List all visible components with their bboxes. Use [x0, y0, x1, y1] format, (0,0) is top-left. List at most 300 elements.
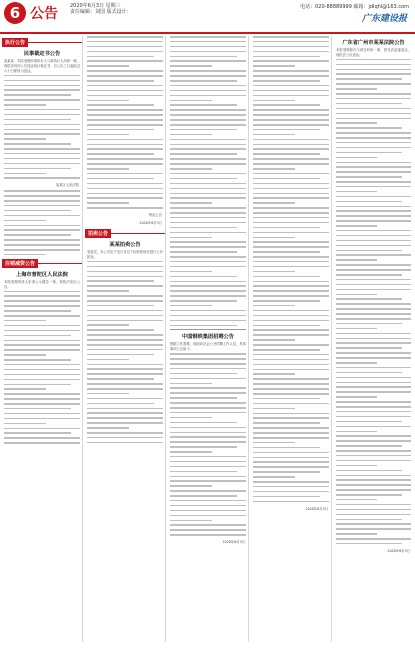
section-tag: 注销减资公告 — [2, 259, 38, 268]
text-line — [170, 227, 237, 229]
text-line — [170, 193, 246, 195]
text-line — [336, 254, 411, 256]
text-line — [4, 168, 71, 170]
text-line — [4, 315, 80, 317]
text-line — [253, 408, 295, 410]
text-line — [336, 147, 411, 149]
text-line — [4, 104, 46, 106]
text-line — [87, 315, 163, 317]
text-line — [336, 171, 411, 173]
text-line — [336, 523, 411, 525]
text-line — [253, 447, 320, 449]
text-line — [4, 325, 80, 327]
text-line — [87, 373, 163, 375]
text-line — [87, 344, 163, 346]
text-line — [87, 427, 129, 429]
text-line — [4, 374, 80, 376]
text-line — [336, 274, 402, 276]
text-line — [336, 230, 411, 232]
text-line — [170, 65, 212, 67]
text-line — [253, 481, 329, 483]
text-line — [336, 445, 402, 447]
text-line — [336, 533, 377, 535]
text-line — [87, 368, 163, 370]
notice-text-lines — [4, 75, 80, 179]
text-line — [87, 432, 163, 434]
text-line — [253, 476, 295, 478]
text-line — [170, 217, 246, 219]
text-line — [170, 266, 246, 268]
text-line — [253, 60, 329, 62]
text-line — [4, 119, 71, 121]
notice-divider — [170, 329, 246, 330]
text-line — [336, 372, 402, 374]
text-line — [336, 259, 377, 261]
text-line — [336, 308, 411, 310]
text-line — [4, 349, 80, 351]
text-line — [253, 276, 320, 278]
text-line — [4, 330, 80, 332]
section-tag: 拍卖公告 — [85, 229, 111, 238]
text-line — [253, 290, 329, 292]
text-line — [253, 197, 329, 199]
text-line — [87, 271, 163, 273]
text-line — [253, 354, 329, 356]
text-line — [253, 427, 329, 429]
text-line — [336, 416, 411, 418]
text-line — [87, 36, 163, 38]
text-line — [170, 485, 212, 487]
text-line — [170, 300, 237, 302]
text-line — [87, 100, 129, 102]
text-line — [336, 391, 411, 393]
text-line — [253, 163, 329, 165]
text-line — [87, 295, 163, 297]
text-line — [87, 412, 163, 414]
text-line — [336, 514, 411, 516]
text-line — [253, 124, 329, 126]
editor-line: 责任编辑：刘国 版式设计： — [70, 9, 132, 15]
text-line — [253, 144, 329, 146]
text-line — [87, 51, 163, 53]
text-line — [4, 413, 80, 415]
text-line — [170, 75, 246, 77]
text-line — [4, 143, 71, 145]
text-line — [336, 338, 411, 340]
section-tag: 执行公告 — [2, 38, 28, 47]
text-line — [253, 178, 320, 180]
text-line — [4, 114, 80, 116]
text-line — [87, 359, 129, 361]
text-line — [336, 88, 377, 90]
text-line — [87, 442, 163, 444]
text-line — [4, 89, 80, 91]
text-line — [170, 139, 246, 141]
text-line — [253, 246, 329, 248]
notice-date: 2020年6月3日 — [387, 548, 410, 553]
text-line — [87, 266, 163, 268]
text-line — [336, 426, 411, 428]
text-line — [336, 108, 411, 110]
text-line — [87, 285, 163, 287]
text-line — [170, 392, 246, 394]
page-header — [0, 0, 415, 34]
text-line — [87, 80, 154, 82]
notice-paragraph: 本院受理原告与被告纠纷一案，因无法直接送达，现依法公告送达。 — [336, 48, 411, 57]
text-line — [253, 251, 320, 253]
text-line — [253, 65, 295, 67]
text-line — [336, 484, 411, 486]
text-line — [87, 305, 154, 307]
text-line — [4, 364, 80, 366]
text-line — [170, 46, 246, 48]
text-line — [253, 207, 329, 209]
text-line — [4, 195, 80, 197]
text-line — [87, 41, 163, 43]
notice-signature: 特此公告 — [148, 213, 162, 218]
text-line — [87, 349, 163, 351]
text-line — [336, 347, 402, 349]
text-line — [170, 285, 246, 287]
text-line — [336, 386, 411, 388]
text-line — [336, 431, 377, 433]
text-line — [87, 329, 154, 331]
text-line — [253, 109, 329, 111]
text-line — [336, 113, 411, 115]
text-line — [170, 163, 246, 165]
text-line — [336, 284, 411, 286]
text-line — [87, 109, 163, 111]
text-line — [4, 403, 80, 405]
notice-text-lines — [4, 190, 80, 255]
text-line — [170, 446, 237, 448]
text-line — [253, 95, 329, 97]
text-line — [87, 339, 163, 341]
text-line — [4, 205, 80, 207]
text-line — [253, 183, 329, 185]
text-line — [4, 354, 46, 356]
text-line — [336, 220, 411, 222]
text-line — [4, 249, 80, 251]
text-line — [253, 442, 295, 444]
text-line — [87, 114, 163, 116]
text-line — [4, 138, 46, 140]
text-line — [4, 305, 80, 307]
text-line — [170, 188, 246, 190]
text-line — [253, 85, 329, 87]
text-line — [170, 100, 212, 102]
text-line — [336, 538, 411, 540]
text-line — [170, 363, 246, 365]
text-line — [4, 190, 80, 192]
text-line — [87, 70, 163, 72]
text-line — [253, 315, 329, 317]
text-line — [170, 505, 246, 507]
column-2 — [85, 36, 166, 642]
text-line — [4, 80, 80, 82]
text-line — [336, 264, 411, 266]
text-line — [253, 148, 329, 150]
text-line — [170, 168, 212, 170]
text-line — [87, 202, 129, 204]
text-line — [170, 41, 246, 43]
text-line — [253, 188, 329, 190]
text-line — [170, 256, 246, 258]
text-line — [87, 197, 163, 199]
text-line — [253, 232, 329, 234]
text-line — [170, 320, 246, 322]
text-line — [170, 251, 237, 253]
text-line — [170, 402, 246, 404]
text-line — [87, 320, 163, 322]
text-line — [87, 188, 163, 190]
text-line — [170, 520, 212, 522]
text-line — [4, 320, 46, 322]
text-line — [87, 334, 163, 336]
text-line — [336, 122, 377, 124]
text-line — [170, 397, 237, 399]
text-line — [253, 46, 329, 48]
text-line — [253, 139, 329, 141]
text-line — [336, 225, 377, 227]
text-line — [87, 378, 154, 380]
text-line — [170, 290, 246, 292]
text-line — [87, 280, 154, 282]
text-line — [87, 158, 163, 160]
text-line — [253, 241, 329, 243]
text-line — [87, 290, 129, 292]
text-line — [170, 246, 246, 248]
notice-paragraph: 本院受理申请人申请公示催告一案，现依法发出公告。 — [4, 279, 80, 289]
text-line — [170, 212, 246, 214]
text-line — [170, 480, 246, 482]
text-line — [170, 104, 237, 106]
text-line — [253, 457, 329, 459]
text-line — [336, 367, 411, 369]
text-line — [253, 261, 329, 263]
page-number: 6 — [4, 2, 26, 24]
text-line — [253, 217, 329, 219]
text-line — [336, 455, 411, 457]
text-line — [4, 94, 71, 96]
text-line — [253, 501, 329, 503]
text-line — [4, 254, 46, 256]
text-line — [336, 245, 411, 247]
text-line — [170, 510, 246, 512]
text-line — [87, 207, 163, 209]
text-line — [253, 80, 320, 82]
text-line — [336, 499, 377, 501]
text-line — [336, 401, 411, 403]
text-line — [336, 382, 411, 384]
masthead-logo: 广东建设报 — [361, 14, 407, 24]
text-line — [253, 486, 329, 488]
text-line — [336, 103, 402, 105]
text-line — [253, 300, 320, 302]
text-line — [336, 157, 377, 159]
text-line — [170, 490, 246, 492]
text-line — [87, 417, 163, 419]
text-line — [336, 504, 411, 506]
notice-date: 2020年6月3日 — [305, 506, 328, 511]
text-line — [4, 340, 80, 342]
text-line — [253, 329, 329, 331]
text-line — [253, 349, 320, 351]
text-line — [4, 432, 71, 434]
text-line — [336, 181, 411, 183]
text-line — [170, 36, 246, 38]
text-line — [170, 129, 237, 131]
text-line — [4, 153, 80, 155]
text-line — [336, 294, 377, 296]
text-line — [87, 388, 163, 390]
text-line — [4, 442, 80, 444]
text-line — [336, 465, 377, 467]
text-line — [253, 320, 329, 322]
text-line — [170, 315, 246, 317]
notice-title: 广东省广州市某某法院公告 — [342, 40, 405, 46]
text-line — [253, 339, 295, 341]
text-line — [170, 427, 246, 429]
text-line — [336, 519, 402, 521]
text-line — [336, 132, 411, 134]
text-line — [253, 227, 320, 229]
text-line — [87, 178, 154, 180]
text-line — [4, 148, 80, 150]
text-line — [87, 129, 154, 131]
text-line — [336, 191, 377, 193]
text-line — [4, 210, 71, 212]
text-line — [170, 85, 246, 87]
column-1 — [2, 36, 83, 642]
contact-line: 电话：020-88889999 邮箱：jdlqhl@163.com — [300, 4, 409, 10]
section-tag-bar — [2, 38, 82, 47]
text-line — [4, 428, 80, 430]
text-line — [253, 202, 295, 204]
notice-title: 中国钢铁集团招聘公告 — [182, 334, 234, 341]
text-line — [336, 201, 402, 203]
text-line — [170, 261, 246, 263]
notice-title: 上海市普陀区人民法院 — [16, 271, 68, 278]
text-line — [4, 379, 80, 381]
text-line — [336, 303, 411, 305]
text-line — [336, 186, 411, 188]
text-line — [336, 494, 402, 496]
text-line — [253, 393, 329, 395]
text-line — [170, 529, 246, 531]
section-tag-bar — [2, 259, 82, 268]
text-line — [253, 310, 329, 312]
text-line — [253, 417, 329, 419]
text-line — [87, 354, 154, 356]
notice-paragraph: 某某某：本院受理申请执行人与被执行人纠纷一案，现依法向你公告送达执行裁定书，自公告之日起经过六十日即视为送达。 — [4, 59, 80, 73]
notice-text-lines — [170, 353, 246, 535]
text-line — [336, 323, 402, 325]
notice-title: 某某拍卖公告 — [109, 242, 141, 249]
text-line — [170, 441, 246, 443]
text-line — [336, 152, 402, 154]
text-line — [336, 362, 377, 364]
text-line — [170, 119, 246, 121]
text-line — [87, 139, 163, 141]
text-line — [253, 403, 329, 405]
text-line — [336, 235, 411, 237]
text-line — [87, 393, 129, 395]
text-line — [87, 65, 129, 67]
text-line — [170, 178, 237, 180]
text-line — [170, 271, 212, 273]
text-line — [336, 142, 411, 144]
text-line — [4, 244, 80, 246]
text-line — [4, 408, 71, 410]
text-line — [4, 229, 80, 231]
text-line — [253, 369, 329, 371]
text-line — [336, 328, 377, 330]
text-line — [336, 78, 402, 80]
text-line — [253, 471, 320, 473]
text-line — [4, 133, 80, 135]
text-line — [170, 202, 212, 204]
text-line — [4, 291, 80, 293]
text-line — [253, 56, 320, 58]
text-line — [87, 46, 163, 48]
text-line — [336, 59, 411, 61]
text-line — [170, 222, 246, 224]
text-line — [253, 114, 329, 116]
text-line — [253, 295, 329, 297]
text-line — [170, 173, 246, 175]
notice-paragraph: 根据工作需要，现面向社会公开招聘工作人员，具体事项公告如下。 — [170, 342, 246, 352]
text-line — [253, 134, 295, 136]
text-line — [336, 475, 411, 477]
text-line — [336, 250, 402, 252]
text-line — [253, 168, 295, 170]
notice-text-lines — [336, 59, 411, 545]
text-line — [253, 41, 329, 43]
text-line — [170, 70, 246, 72]
text-line — [336, 279, 411, 281]
text-line — [170, 158, 246, 160]
text-line — [253, 452, 329, 454]
text-line — [336, 289, 411, 291]
text-line — [4, 295, 80, 297]
text-line — [170, 134, 212, 136]
text-line — [170, 461, 246, 463]
text-line — [87, 56, 154, 58]
date-line: 2020年6月3日 星期三 — [70, 3, 121, 9]
text-line — [170, 471, 237, 473]
text-line — [253, 325, 320, 327]
text-line — [4, 158, 80, 160]
text-line — [253, 388, 329, 390]
text-line — [253, 285, 329, 287]
text-line — [253, 398, 320, 400]
text-line — [170, 353, 246, 355]
text-line — [87, 300, 163, 302]
text-line — [170, 305, 212, 307]
text-line — [4, 124, 80, 126]
text-line — [170, 383, 212, 385]
text-line — [4, 418, 80, 420]
text-line — [170, 295, 246, 297]
text-line — [253, 158, 329, 160]
text-line — [336, 298, 402, 300]
notice-signature: 某某区人民法院 — [55, 183, 79, 188]
text-line — [4, 85, 80, 87]
text-line — [87, 90, 163, 92]
text-line — [4, 384, 71, 386]
text-line — [336, 93, 411, 95]
